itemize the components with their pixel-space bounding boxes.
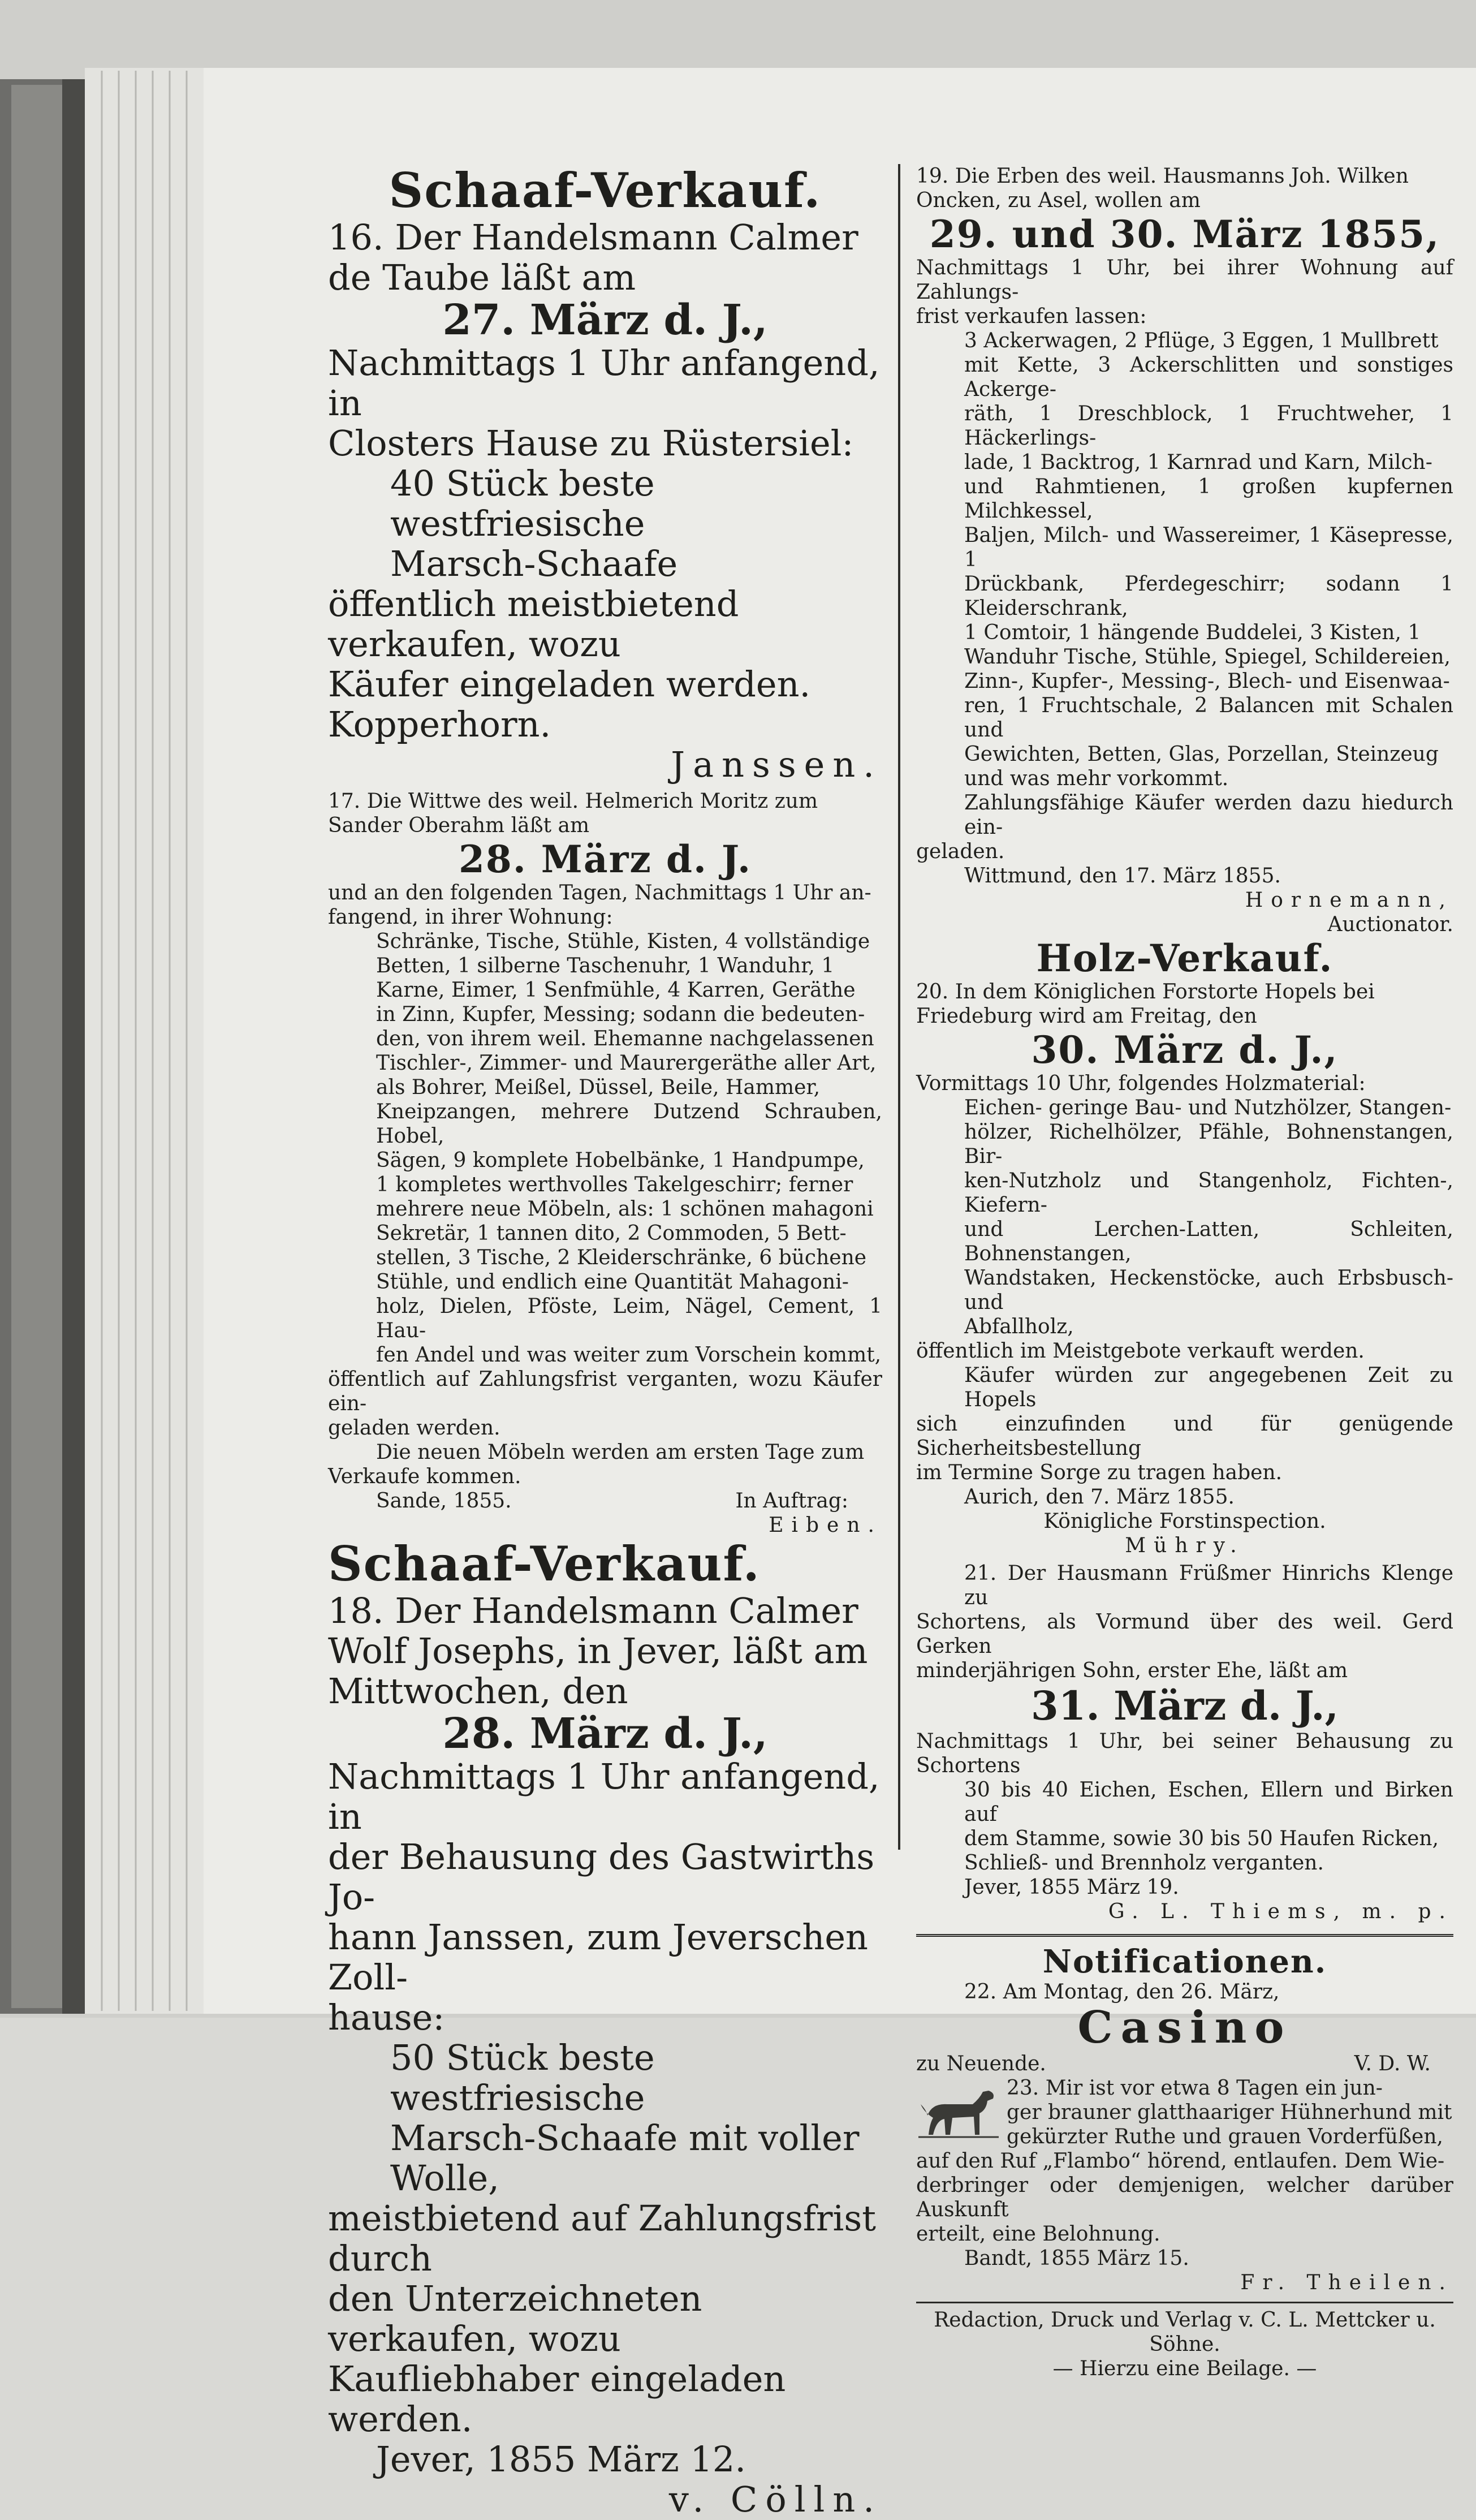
ad21-date: 31. März d. J.,: [1030, 1682, 1339, 1729]
ad17-item-line: stellen, 3 Tische, 2 Kleiderschränke, 6 büchene: [376, 1246, 867, 1269]
ad20-items: [916, 1096, 1453, 1339]
notice23-line: ger brauner glatthaariger Hühnerhund mit: [1007, 2101, 1452, 2124]
ad18-line-2: Wolf Josephs, in Jever, läßt am: [328, 1630, 868, 1672]
ad19-after-2: frist verkaufen lassen:: [916, 305, 1147, 328]
notice22-place: zu Neuende.: [916, 2052, 1046, 2075]
notice23-place: Bandt, 1855 März 15.: [964, 2247, 1189, 2270]
ad18-tail-1: meistbietend auf Zahlungsfrist durch: [328, 2198, 877, 2279]
hunting-dog-icon: [916, 2076, 1001, 2144]
ad18-after-1: Nachmittags 1 Uhr anfangend, in: [328, 1756, 880, 1837]
ad19-item-line: und Rahmtienen, 1 großen kupfernen Milchkessel,: [964, 475, 1453, 523]
ad20-item-line: ken-Nutzholz und Stangenholz, Fichten-, Kiefern-: [964, 1169, 1453, 1217]
ad16-tail-2: Käufer eingeladen werden.: [328, 664, 811, 705]
ad19-item-line: mit Kette, 3 Ackerschlitten und sonstiges Ackerge-: [964, 354, 1453, 401]
ad21-item-line: dem Stamme, sowie 30 bis 50 Haufen Ricken,: [964, 1827, 1439, 1850]
notice22-casino-title: Casino: [1077, 2002, 1292, 2053]
ad17-item-line: Kneipzangen, mehrere Dutzend Schrauben, Hobel,: [376, 1100, 882, 1148]
ad21-place: Jever, 1855 März 19.: [964, 1876, 1179, 1899]
ad21-item-line: Schließ- und Brennholz verganten.: [964, 1851, 1324, 1875]
ad20-item-line: Abfallholz,: [964, 1315, 1074, 1338]
headline-holz-verkauf: Holz-Verkauf.: [1036, 936, 1333, 980]
ad16-signature: Janssen.: [671, 744, 882, 785]
notice23-line: auf den Ruf „Flambo“ hörend, entlaufen. Dem Wie-: [916, 2149, 1445, 2173]
ad17-item-line: Karne, Eimer, 1 Senfmühle, 4 Karren, Geräthe: [376, 979, 856, 1002]
ad17-item-line: mehrere neue Möbeln, als: 1 schönen mahagoni: [376, 1197, 874, 1221]
ad19-role: Auctionator.: [1327, 913, 1453, 936]
notificationen-heading: Notificationen.: [1042, 1943, 1327, 1980]
imprint-rule: [916, 2302, 1453, 2303]
ad20-after-1: Vormittags 10 Uhr, folgendes Holzmaterial:: [916, 1072, 1366, 1095]
ad20-date: 30. März d. J.,: [1031, 1028, 1339, 1072]
ad18-after-2: der Behausung des Gastwirths Jo-: [328, 1836, 875, 1918]
ad19-line-1: 19. Die Erben des weil. Hausmanns Joh. Wilken: [916, 165, 1409, 188]
ad19-item-line: räth, 1 Dreschblock, 1 Fruchtweher, 1 Häckerlings-: [964, 402, 1453, 450]
ad16-goods-2: Marsch-Schaafe: [390, 543, 678, 584]
ad20-line-2: Friedeburg wird am Freitag, den: [916, 1005, 1257, 1028]
ad21-items: [916, 1778, 1453, 1875]
ad17-after-1: und an den folgenden Tagen, Nachmittags 1 Uhr an-: [328, 881, 871, 904]
ad19-item-line: Wanduhr Tische, Stühle, Spiegel, Schildereien,: [964, 645, 1451, 669]
ad19-item-line: ren, 1 Fruchtschale, 2 Balancen mit Schalen und: [964, 694, 1453, 742]
ad19-line-2: Oncken, zu Asel, wollen am: [916, 189, 1201, 212]
ad18-signature: v. Cölln.: [668, 2479, 882, 2520]
ad20-tail-2: Käufer würden zur angegebenen Zeit zu Hopels: [964, 1364, 1453, 1411]
ad20-tail-4: im Termine Sorge zu tragen haben.: [916, 1461, 1283, 1484]
ad19-place: Wittmund, den 17. März 1855.: [964, 864, 1281, 888]
ad18-goods-3: Wolle,: [390, 2157, 499, 2199]
ad17-tail-1: öffentlich auf Zahlungsfrist verganten, wozu Käufer ein-: [328, 1368, 882, 1415]
ad16-goods-1: 40 Stück beste westfriesische: [390, 463, 655, 544]
notice22-footer-row: [916, 2052, 1453, 2076]
ad18-tail-2: den Unterzeichneten verkaufen, wozu: [328, 2278, 702, 2359]
ad21-item-line: 30 bis 40 Eichen, Eschen, Ellern und Birken auf: [964, 1778, 1453, 1826]
ad21-line-2: Schortens, als Vormund über des weil. Gerd Gerken: [916, 1610, 1453, 1658]
ad16-line-1: 16. Der Handelsmann Calmer: [328, 217, 858, 258]
ad17-item-line: holz, Dielen, Pföste, Leim, Nägel, Cement, 1 Hau-: [376, 1295, 882, 1342]
notice22-signature: V. D. W.: [1354, 2052, 1431, 2075]
ad19-item-line: 3 Ackerwagen, 2 Pflüge, 3 Eggen, 1 Mullbrett: [964, 329, 1439, 352]
ad17-commission: In Auftrag:: [735, 1489, 848, 1513]
ad18-place: Jever, 1855 März 12.: [376, 2439, 746, 2480]
ad20-item-line: und Lerchen-Latten, Schleiten, Bohnenstangen,: [964, 1218, 1453, 1265]
ad16-after-2: Closters Hause zu Rüstersiel:: [328, 423, 854, 464]
ad16-place: Kopperhorn.: [328, 704, 551, 745]
ad20-item-line: Eichen- geringe Bau- und Nutzhölzer, Stangen-: [964, 1096, 1452, 1119]
ad17-note-1: Die neuen Möbeln werden am ersten Tage zum: [376, 1441, 865, 1464]
ad18-after-3: hann Janssen, zum Jeverschen Zoll-: [328, 1916, 868, 1998]
ad17-item-line: Tischler-, Zimmer- und Maurergeräthe aller Art,: [376, 1052, 877, 1075]
notice23-line: gekürzter Ruthe und grauen Vorderfüßen,: [1007, 2125, 1443, 2148]
ad17-place: Sande, 1855.: [376, 1489, 512, 1513]
ad17-item-line: Schränke, Tische, Stühle, Kisten, 4 vollständige: [376, 930, 870, 953]
ad21-signature: G. L. Thiems, m. p.: [1108, 1900, 1453, 1923]
ad21-line-3: minderjährigen Sohn, erster Ehe, läßt am: [916, 1659, 1348, 1682]
ad21-after-1: Nachmittags 1 Uhr, bei seiner Behausung zu Schortens: [916, 1730, 1453, 1777]
ad19-tail-1: Zahlungsfähige Käufer werden dazu hiedurch ein-: [964, 791, 1453, 839]
ad18-after-4: hause:: [328, 1997, 445, 2038]
supplement-note: — Hierzu eine Beilage. —: [1052, 2357, 1317, 2380]
ad20-signature: Mühry.: [1125, 1534, 1245, 1557]
ad17-place-row: [328, 1489, 882, 1513]
ad18-date: 28. März d. J.,: [442, 1709, 768, 1758]
notice23-signature: Fr. Theilen.: [1240, 2271, 1453, 2294]
ad16-line-2: de Taube läßt am: [328, 257, 636, 298]
headline-schaaf-verkauf-18: Schaaf-Verkauf.: [328, 1536, 761, 1592]
ad20-place: Aurich, den 7. März 1855.: [964, 1485, 1235, 1509]
ad19-item-line: und was mehr vorkommt.: [964, 767, 1229, 790]
ad19-item-line: Zinn-, Kupfer-, Messing-, Blech- und Eisenwaa-: [964, 670, 1450, 693]
ad17-after-2: fangend, in ihrer Wohnung:: [328, 906, 613, 929]
notice23-text-top: [1007, 2076, 1453, 2149]
ad17-item-line: fen Andel und was weiter zum Vorschein kommt,: [376, 1343, 882, 1367]
notice23-line: erteilt, eine Belohnung.: [916, 2222, 1160, 2246]
ad17-note-2: Verkaufe kommen.: [328, 1465, 521, 1488]
ad19-item-line: Gewichten, Betten, Glas, Porzellan, Steinzeug: [964, 743, 1439, 766]
notice23-block: [916, 2076, 1453, 2149]
section-rule: [916, 1934, 1453, 1937]
ad17-item-line: den, von ihrem weil. Ehemanne nachgelassenen: [376, 1027, 874, 1050]
ad17-line-1: 17. Die Wittwe des weil. Helmerich Moritz zum: [328, 790, 818, 813]
ad17-item-line: Betten, 1 silberne Taschenuhr, 1 Wanduhr, 1: [376, 954, 835, 977]
ad19-item-line: 1 Comtoir, 1 hängende Buddelei, 3 Kisten, 1: [964, 621, 1421, 644]
headline-schaaf-verkauf-16: Schaaf-Verkauf.: [389, 162, 822, 218]
ad21-line-1: 21. Der Hausmann Früßmer Hinrichs Klenge zu: [964, 1562, 1453, 1609]
ad17-items: [328, 929, 882, 1367]
ad19-item-line: Baljen, Milch- und Wassereimer, 1 Käsepresse, 1: [964, 524, 1453, 571]
ad19-item-line: Drückbank, Pferdegeschirr; sodann 1 Kleiderschrank,: [964, 572, 1453, 620]
ad19-items: [916, 329, 1453, 791]
ad17-item-line: in Zinn, Kupfer, Messing; sodann die bedeuten-: [376, 1003, 865, 1026]
ad16-tail-1: öffentlich meistbietend verkaufen, wozu: [328, 583, 739, 665]
ad17-item-line: Sägen, 9 komplete Hobelbänke, 1 Handpumpe,: [376, 1149, 865, 1172]
ad18-tail-3: Kaufliebhaber eingeladen werden.: [328, 2358, 786, 2440]
ad20-tail-1: öffentlich im Meistgebote verkauft werden.: [916, 1339, 1365, 1363]
ad18-goods-2: Marsch-Schaafe mit voller: [390, 2117, 860, 2159]
ad19-after-1: Nachmittags 1 Uhr, bei ihrer Wohnung auf Zahlungs-: [916, 256, 1453, 304]
ad17-item-line: Sekretär, 1 tannen dito, 2 Commoden, 5 Bett-: [376, 1222, 847, 1245]
ad19-signature: Hornemann,: [1245, 889, 1453, 912]
ad18-line-3: Mittwochen, den: [328, 1670, 628, 1712]
ad18-goods-1: 50 Stück beste westfriesische: [390, 2037, 655, 2118]
notice23-line: derbringer oder demjenigen, welcher darüber Auskunft: [916, 2174, 1453, 2221]
ad17-item-line: als Bohrer, Meißel, Düssel, Beile, Hammer,: [376, 1076, 821, 1099]
ad20-line-1: 20. In dem Königlichen Forstorte Hopels bei: [916, 980, 1375, 1003]
ad17-item-line: 1 kompletes werthvolles Takelgeschirr; ferner: [376, 1173, 853, 1196]
notice23-line: 23. Mir ist vor etwa 8 Tagen ein jun-: [1007, 2077, 1383, 2100]
book-spine: [62, 79, 85, 2014]
ad19-item-line: lade, 1 Backtrog, 1 Karnrad und Karn, Milch-: [964, 451, 1432, 474]
ad18-line-1: 18. Der Handelsmann Calmer: [328, 1590, 858, 1631]
ad17-tail-2: geladen werden.: [328, 1416, 500, 1440]
ad20-item-line: Wandstaken, Heckenstöcke, auch Erbsbusch- und: [964, 1267, 1453, 1314]
ad19-date: 29. und 30. März 1855,: [929, 212, 1440, 256]
notice22-line: 22. Am Montag, den 26. März,: [964, 1980, 1280, 2004]
ad17-item-line: Stühle, und endlich eine Quantität Mahagoni-: [376, 1270, 849, 1294]
ad16-after-1: Nachmittags 1 Uhr anfangend, in: [328, 342, 880, 424]
imprint-line: Redaction, Druck und Verlag v. C. L. Mettcker u. Söhne.: [934, 2308, 1436, 2356]
left-column: [328, 164, 882, 2519]
right-column: [916, 164, 1453, 2381]
ad16-date: 27. März d. J.,: [442, 296, 768, 344]
ad20-authority: Königliche Forstinspection.: [1043, 1510, 1326, 1533]
ad17-date: 28. März d. J.: [458, 837, 752, 881]
ad19-tail-2: geladen.: [916, 840, 1005, 863]
ad20-item-line: hölzer, Richelhölzer, Pfähle, Bohnenstangen, Bir-: [964, 1121, 1453, 1168]
ad17-signature: Eiben.: [769, 1514, 882, 1537]
ad17-line-2: Sander Oberahm läßt am: [328, 814, 590, 837]
ad20-tail-3: sich einzufinden und für genügende Sicherheitsbestellung: [916, 1412, 1453, 1460]
